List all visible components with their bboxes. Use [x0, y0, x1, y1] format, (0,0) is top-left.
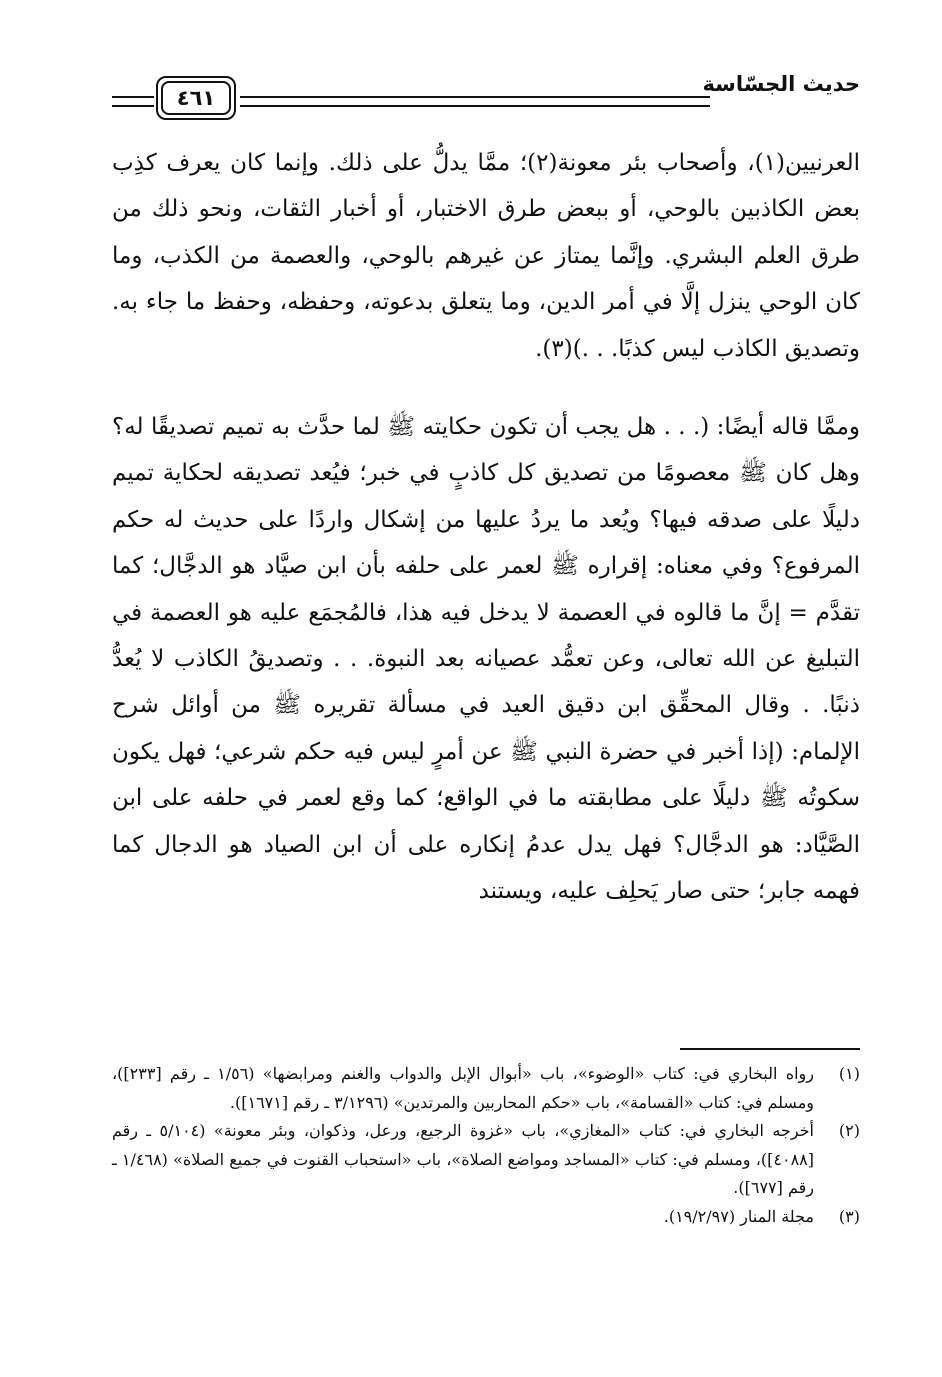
footnote-2 — [112, 1117, 860, 1203]
footnote-1 — [112, 1060, 860, 1117]
footnote-number: (١) — [838, 1064, 860, 1083]
footnote-separator — [680, 1048, 860, 1050]
footnote-number: (٢) — [838, 1121, 860, 1140]
paragraph-1: العرنيين(١)، وأصحاب بئر معونة(٢)؛ ممَّا يدلُّ على ذلك. وإنما كان يعرف كذِب بعض الكاذبين بالوحي، أو ببعض طرق الاختبار، أو أخبار الثقات، ونحو ذلك من طرق العلم البشري. وإنَّما يمتاز عن غيرهم بالوحي، والعصمة من الكذب، وما كان الوحي ينزل إلَّا في أمر الدين، وما يتعلق بدعوته، وحفظه، وحفظ ما جاء به. وتصديق الكاذب ليس كذبًا. . .)(٣). — [112, 150, 860, 362]
footnote-text: أخرجه البخاري في: كتاب «المغازي»، باب «غزوة الرجيع، ورعل، وذكوان، وبئر معونة» (٥/١٠٤ ـ رقم [٤٠٨٨])، ومسلم في: كتاب «المساجد ومواضع الصلاة»، باب «استحباب القنوت في جميع الصلاة» (١/٤٦٨ ـ رقم [٦٧٧]). — [112, 1121, 815, 1197]
main-text — [112, 140, 860, 915]
footnote-text: رواه البخاري في: كتاب «الوضوء»، باب «أبوال الإبل والدواب والغنم ومرابضها» (١/٥٦ ـ رقم [٢٣٣])، ومسلم في: كتاب «القسامة»، باب «حكم المحاربين والمرتدين» (٣/١٢٩٦ ـ رقم [١٦٧١]). — [112, 1064, 814, 1112]
page-number: ٤٦١ — [161, 81, 231, 115]
footnotes — [112, 1048, 860, 1231]
footnote-number: (٣) — [838, 1206, 860, 1226]
paragraph-2: وممَّا قاله أيضًا: (. . . هل يجب أن تكون حكايته ﷺ لما حدَّث به تميم تصديقًا له؟ وهل كان ﷺ معصومًا من تصديق كل كاذبٍ في خبر؛ فيُعد تصديقه لحكاية تميم دليلًا على صدقه فيها؟ ويُعد ما يردُ عليها من إشكال واردًا على حديث له حكم المرفوع؟ وفي معناه: إقراره ﷺ لعمر على حلفه بأن ابن صيَّاد هو الدجَّال؛ كما تقدَّم = إنَّ ما قالوه في العصمة لا يدخل فيه هذا، فالمُجمَع عليه هو العصمة في التبليغ عن الله تعالى، وعن تعمُّد عصيانه بعد النبوة. . . وتصديقُ الكاذب لا يُعدُّ ذنبًا. . وقال المحقِّق ابن دقيق العيد في مسألة تقريره ﷺ من أوائل شرح الإلمام: (إذا أخبر في حضرة النبي ﷺ عن أمرٍ ليس فيه حكم شرعي؛ فهل يكون سكوتُه ﷺ دليلًا على مطابقته ما في الواقع؛ كما وقع لعمر في حلفه على ابن الصَّيَّاد: هو الدجَّال؟ فهل يدل عدمُ إنكاره على أن ابن الصياد هو الدجال كما فهمه جابر؛ حتى صار يَحلِف عليه، ويستند — [112, 414, 860, 905]
running-title: حديث الجسّاسة — [702, 72, 860, 96]
page-header — [112, 70, 860, 126]
footnote-text: مجلة المنار (١٩/٢/٩٧). — [663, 1206, 814, 1226]
footnote-3 — [112, 1203, 860, 1232]
header-rule-right — [240, 96, 710, 107]
header-rule-left — [112, 96, 154, 107]
page-number-frame — [156, 76, 236, 120]
